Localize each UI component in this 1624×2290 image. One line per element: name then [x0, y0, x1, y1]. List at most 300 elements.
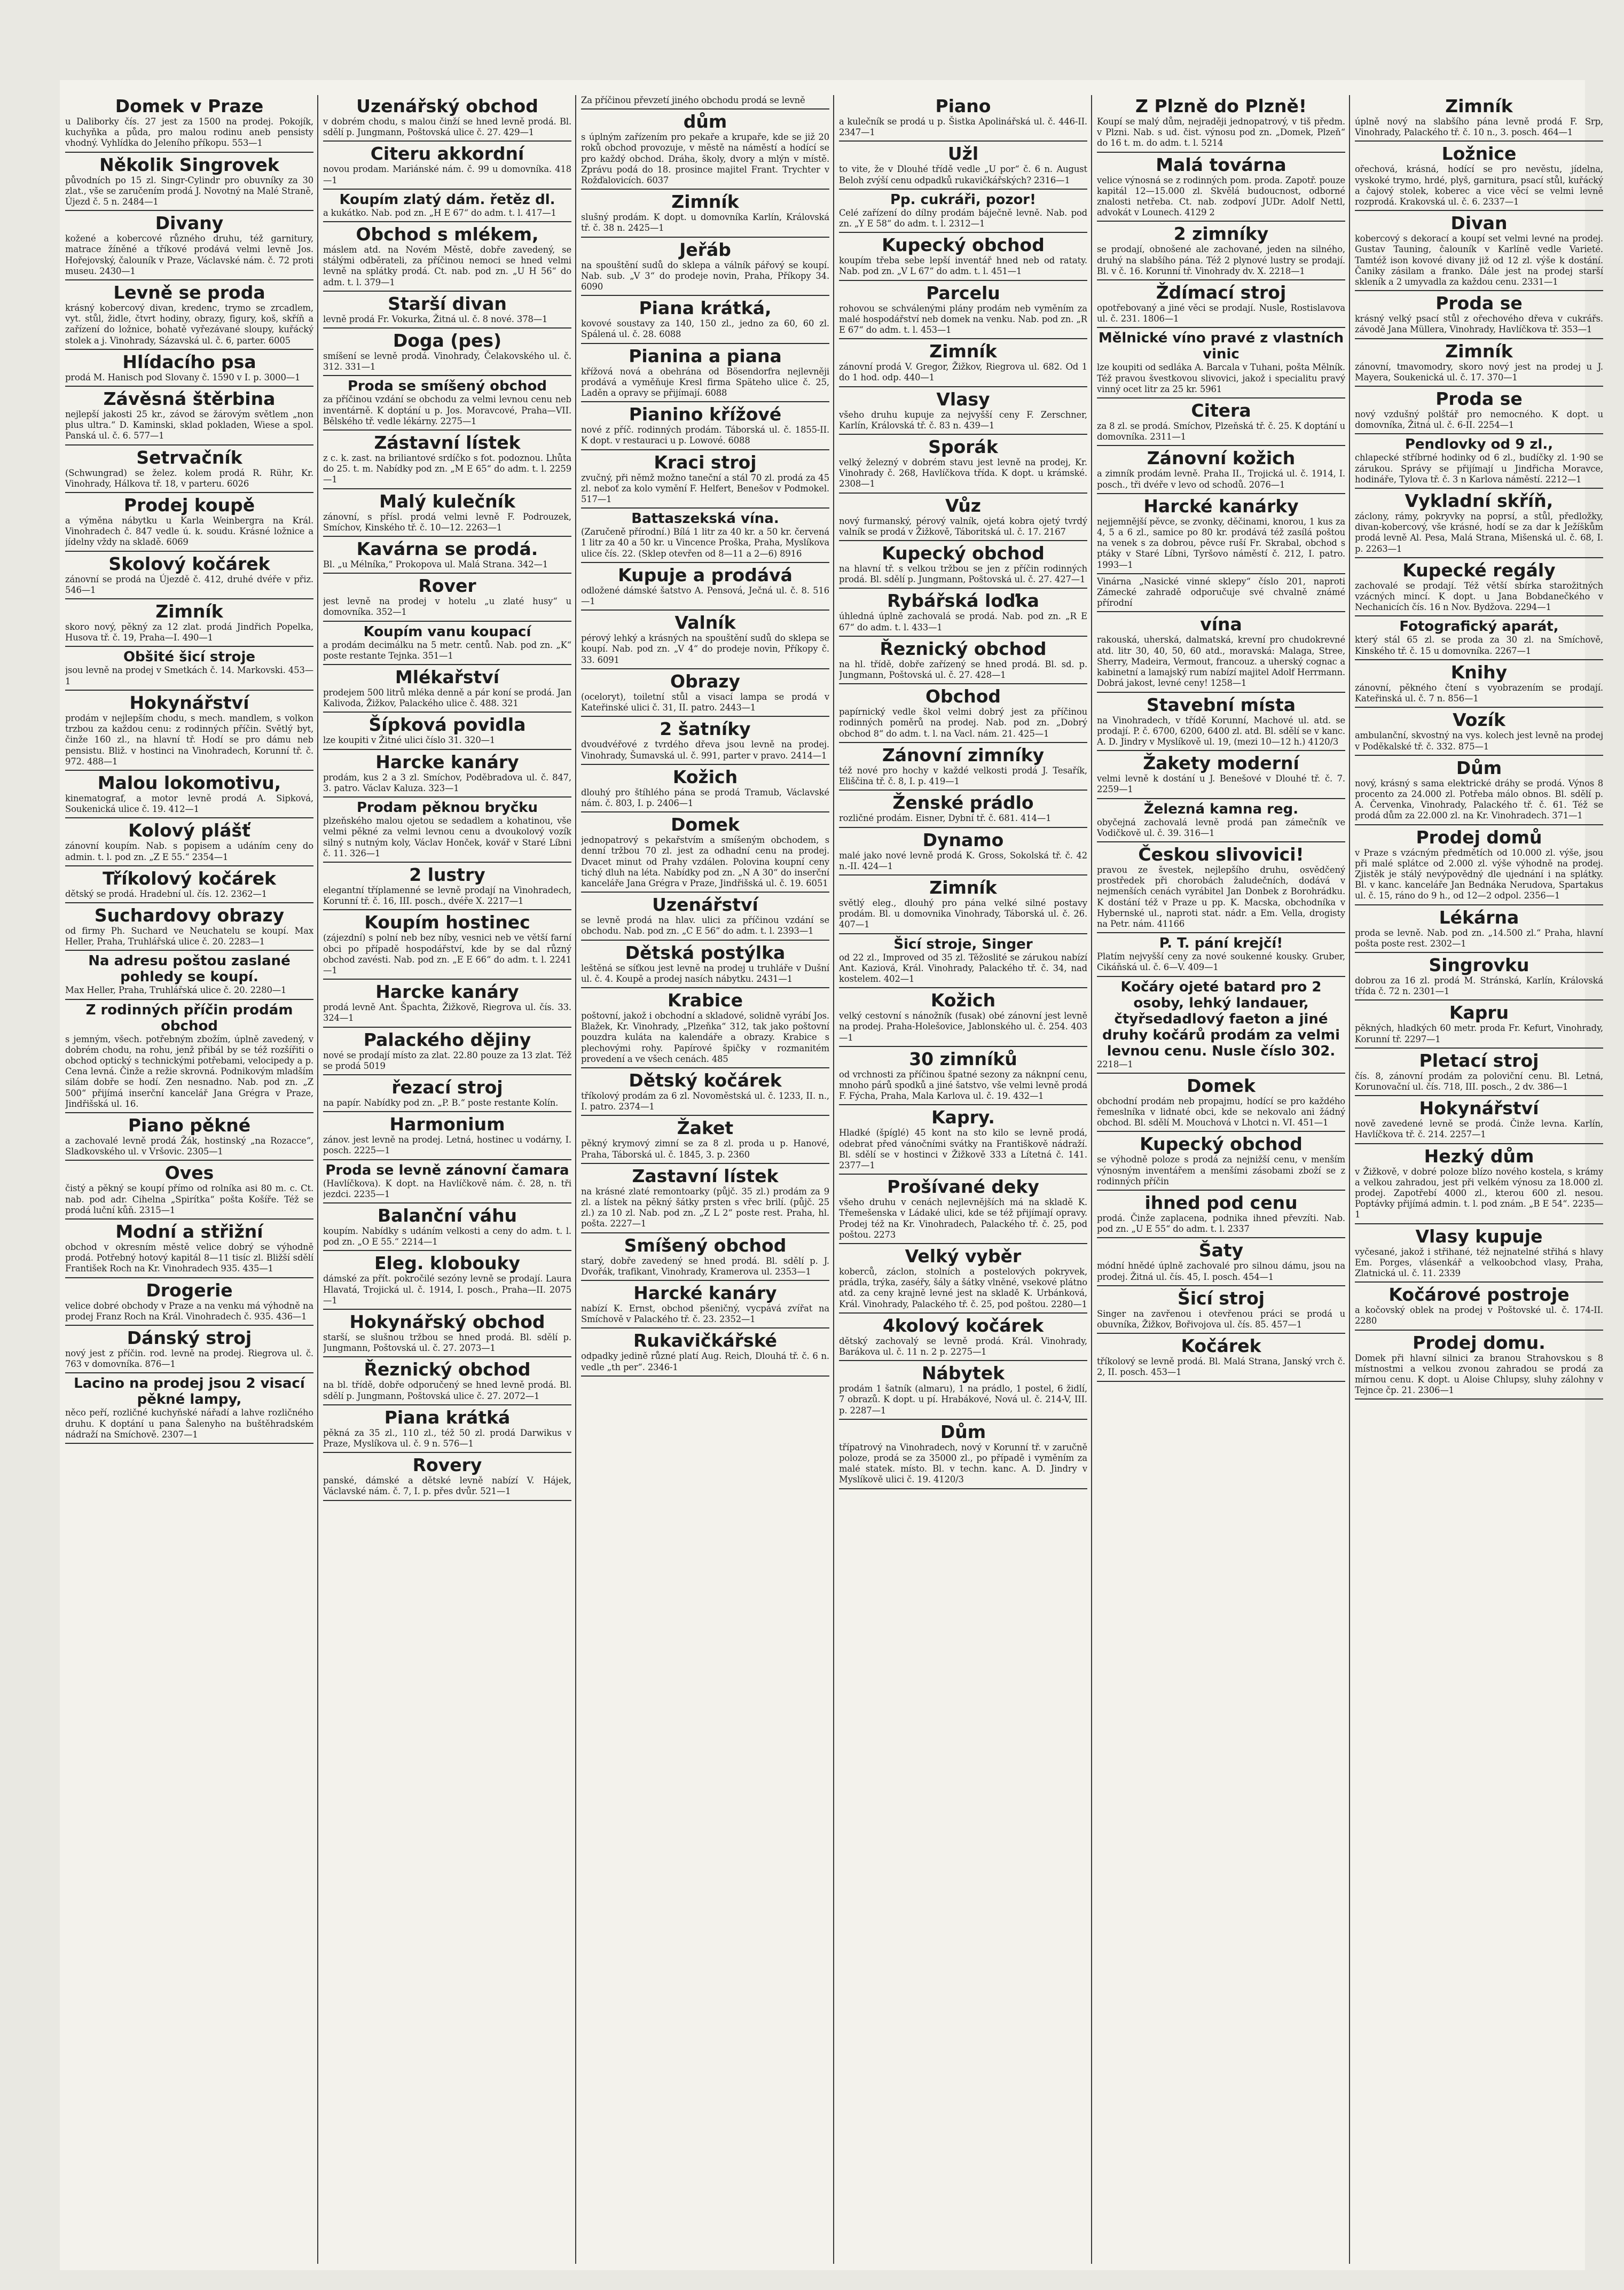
column-rule	[575, 95, 576, 2264]
ad-separator-rule	[65, 1372, 313, 1373]
column-rule	[833, 95, 834, 2264]
ad-body-text: (oceloryt), toiletní stůl a visací lampa se prodá v Kateřinské ulici č. 31, II. patro. 2443—1	[581, 691, 829, 713]
ad-headline: Koupím vanu koupací	[363, 623, 531, 640]
ad-body-text: koupím třeba sebe lepší inventář hned neb od rataty. Nab. pod zn. „V L 67“ do adm. t. l. 451—1	[839, 255, 1087, 277]
ad-body-text: skoro nový, pěkný za 12 zlat. prodá Jindřich Popelka, Husova tř. č. 19, Praha—I. 490—1	[65, 622, 313, 643]
classified-ad	[65, 869, 313, 900]
ad-column-5	[1097, 95, 1345, 2264]
ad-body-text: úhledná úplně zachovalá se prodá. Nab. pod zn. „R E 67“ do adm. t. l. 433—1	[839, 611, 1087, 632]
classified-ad	[839, 745, 1087, 787]
ad-separator-rule	[839, 338, 1087, 339]
ad-headline: Kapry.	[931, 1107, 995, 1128]
ad-separator-rule	[323, 189, 571, 190]
classified-ad	[323, 224, 571, 288]
ad-body-text: a zachovalé levně prodá Žák, hostinský „na Rozacce“, Sladkovského ul. v Vršovic. 2305—1	[65, 1135, 313, 1157]
ad-column-4	[839, 95, 1087, 2264]
classified-ad	[581, 565, 829, 607]
ad-separator-rule	[839, 742, 1087, 743]
ad-body-text: levně prodá Fr. Vokurka, Žitná ul. č. 8 nové. 378—1	[323, 314, 548, 324]
ad-separator-rule	[1097, 1381, 1345, 1382]
classified-ad	[1097, 155, 1345, 218]
classified-ad	[323, 576, 571, 618]
ad-body-text: se levně prodá na hlav. ulici za příčinou vzdání se obchodu. Nab. pod zn. „C E 56“ do adm. t. l. 2393—1	[581, 915, 829, 936]
ad-headline: Koupím zlatý dám. řetěz dl.	[339, 191, 555, 208]
ad-headline: Malý kulečník	[379, 490, 515, 512]
classified-ad	[581, 1331, 829, 1372]
ad-separator-rule	[323, 862, 571, 863]
ad-separator-rule	[1097, 445, 1345, 446]
ad-body-text: jednopatrový s pekařstvím a smíšeným obchodem, s denní tržbou 70 zl. jest za odhadní cenu na prodej. Dvacet minut od Prahy vzdálen. Polovina koupní ceny tichý dluh na léta. Nabídky pod zn. „N A 30“ do inserční kanceláře Jana Grégra v Praze, Jindřišská ul. č. 19. 6051	[581, 835, 829, 888]
classified-ad	[839, 1316, 1087, 1357]
classified-ad	[65, 905, 313, 947]
classified-ad	[65, 96, 313, 149]
ad-separator-rule	[1097, 692, 1345, 693]
ad-body-text: Max Heller, Praha, Truhlářská ulice č. 20. 2280—1	[65, 985, 287, 996]
classified-ad	[1355, 1285, 1603, 1326]
ad-separator-rule	[323, 488, 571, 489]
ad-body-text: módní hnědé úplně zachovalé pro silnou dámu, jsou na prodej. Žitná ul. čís. 45, I. posch. 454—1	[1097, 1261, 1345, 1282]
ad-body-text: zánovní se prodá na Újezdě č. 412, druhé dvéře v přiz. 546—1	[65, 574, 313, 595]
classified-ad	[1355, 1333, 1603, 1396]
ad-body-text: od firmy Ph. Suchard ve Neuchatelu se koupí. Max Heller, Praha, Truhlářská ulice č. 20. 2283—1	[65, 925, 313, 947]
ad-headline: Dánský stroj	[127, 1327, 252, 1348]
ad-headline: Obchod s mlékem,	[356, 224, 539, 245]
ad-body-text: na spouštění sudů do sklepa a válník pářový se koupí. Nab. sub. „V 3“ do prodeje novin, Praha, Příkopy 34. 6090	[581, 260, 829, 292]
ad-separator-rule	[1355, 1143, 1603, 1144]
ad-separator-rule	[581, 668, 829, 669]
classified-ad	[581, 192, 829, 233]
classified-ad	[323, 1114, 571, 1156]
ad-body-text: kinematograf, a motor levně prodá A. Sipková, Soukenická ulice č. 19. 412—1	[65, 793, 313, 815]
ad-headline: Dům	[940, 1421, 986, 1442]
ad-body-text: původních po 15 zl. Singr-Cylindr pro obuvníky za 30 zlat., vše se zaručením prodá J. Novotný na Malé Straně, Újezd č. 5 n. 2484—1	[65, 175, 313, 207]
ad-headline: Divany	[155, 213, 224, 234]
ad-body-text: kobercový s dekorací a koupí set velmi levné na prodej. Gustav Tauning, čalouník v Karlíně vedle Varieté. Tamtéž ison kovové divany již od 12 zl. výše k dostání. Čaniky zásilam a franko. Dále jest na prodej starší skleník a 2 umyvadla za každou cenu. 2331—1	[1355, 233, 1603, 287]
classified-ad	[323, 1408, 571, 1449]
ad-body-text: a zimník prodám levně. Praha II., Trojická ul. č. 1914, I. posch., tři dvéře v levo od schodů. 2076—1	[1097, 468, 1345, 490]
ad-body-text: poštovní, jakož i obchodní a skladové, solidně vyrábí Jos. Blažek, Kr. Vinohrady, „Plzeňka“ 312, tak jako poštovní pouzdra kuláta na kalendáře a obrazy. Krabice s plechovými rohy. Papírové špičky v rozmanitém provedení a ve všech cenách. 485	[581, 1010, 829, 1064]
ad-body-text: vyčesané, jakož i střihané, též nejnatelné střihá s hlavy Em. Porges, vlásenkář a velkoobchod vlasy, Praha, Zlatnická ul. č. 11. 2339	[1355, 1246, 1603, 1278]
ad-body-text: něco peří, rozličné kuchyňské nářadí a lahve rozličného druhu. K doptání u pana Šalenyho na buštěhradském nádraží na Smíchově. 2307—1	[65, 1408, 313, 1440]
ad-separator-rule	[839, 434, 1087, 435]
ad-headline: Závěsná štěrbina	[103, 388, 276, 410]
ad-body-text: odložené dámské šatstvo A. Pensová, Ječná ul. č. 8. 516—1	[581, 585, 829, 607]
classified-ad	[65, 1280, 313, 1322]
classified-ad	[581, 613, 829, 666]
classified-ad	[65, 820, 313, 862]
ad-body-text: nově zavedené levně se prodá. Činže levna. Karlín, Havlíčkova tř. č. 214. 2257—1	[1355, 1119, 1603, 1140]
ad-headline: Dětský kočárek	[629, 1069, 782, 1091]
ad-separator-rule	[581, 1067, 829, 1068]
ad-body-text: křížová nová a obehrána od Bösendorfra nejlevněji prodává a vyměňuje Kresl firma Späteho ulice č. 25, Laděn a opravy se přijímají. 6088	[581, 366, 829, 398]
classified-ad	[65, 1163, 313, 1216]
ad-separator-rule	[323, 979, 571, 980]
ad-body-text: Domek při hlavní silnici za branou Strahovskou s 8 místnostmi a velkou zvonou zahradou se prodá za mírnou cenu. K dopt. u Aloise Chlupsy, sluhy zálohny v Tejnce čp. 21. 2306—1	[1355, 1353, 1603, 1396]
ad-separator-rule	[581, 609, 829, 611]
classified-ad	[323, 1162, 571, 1200]
ad-separator-rule	[839, 140, 1087, 142]
ad-headline: Proda se levně zánovní čamara	[325, 1162, 569, 1178]
ad-body-text: prodá. Činže zaplacena, podnika ihned převzíti. Nab. pod zn. „U E 55“ do adm. t. l. 2337	[1097, 1213, 1345, 1234]
ad-body-text: tříkolový prodám za 6 zl. Novoměstská ul. č. 1233, II. n., I. patro. 2374—1	[581, 1090, 829, 1112]
ad-headline: Malá továrna	[1156, 154, 1286, 175]
classified-ad	[65, 1328, 313, 1370]
ad-body-text: čís. 8, zánovní prodám za poloviční cenu. Bl. Letná, Korunovační ul. čís. 718, III. posch., 2 dv. 386—1	[1355, 1070, 1603, 1092]
classified-ad	[839, 389, 1087, 431]
ad-body-text: pěkná za 35 zl., 110 zl., též 50 zl. prodá Darwikus v Praze, Myslíkova ul. č. 9 n. 576—1	[323, 1427, 571, 1449]
ad-headline: Kupuje a prodává	[618, 564, 793, 585]
ad-body-text: (Havlíčkova). K dopt. na Havlíčkově nám. č. 28, n. tři jezdci. 2235—1	[323, 1178, 571, 1199]
ad-headline: 4kolový kočárek	[882, 1315, 1044, 1336]
ad-separator-rule	[323, 327, 571, 329]
classified-ad	[323, 539, 571, 570]
ad-headline: Piana krátká	[384, 1406, 511, 1428]
ad-headline: Rovery	[412, 1455, 482, 1476]
classified-ad	[839, 96, 1087, 138]
ad-separator-rule	[1097, 611, 1345, 612]
classified-ad	[839, 1177, 1087, 1240]
ad-body-text: zánov. jest levně na prodej. Letná, hostinec u vodárny, I. posch. 2225—1	[323, 1135, 571, 1156]
ad-headline: Mlékařství	[395, 667, 500, 688]
ad-headline: Stavební místa	[1146, 694, 1296, 715]
ad-separator-rule	[323, 1250, 571, 1251]
ad-headline: Zimník	[929, 877, 997, 898]
classified-ad	[839, 437, 1087, 490]
ad-separator-rule	[581, 295, 829, 296]
classified-ad	[581, 719, 829, 761]
ad-separator-rule	[581, 507, 829, 509]
ad-separator-rule	[65, 950, 313, 951]
ad-headline: Zánovní zimníky	[882, 744, 1045, 765]
ad-body-text: Hladké (špíglé) 45 kont na sto kilo se levně prodá, odebrat před vánočními svátky na Františkově nádraží. Bl. sdělí se v hostinci v Žižkově 333 a Lítetná č. 141. 2377—1	[839, 1128, 1087, 1170]
ad-separator-rule	[1355, 338, 1603, 339]
ad-separator-rule	[581, 892, 829, 893]
ad-headline: Kočáry ojeté batard pro 2 osoby, lehký landauer, čtyřsedadlový faeton a jiné druhy kočárů prodám za velmi levnou cenu. Nusle číslo 302.	[1102, 979, 1340, 1059]
ad-separator-rule	[65, 279, 313, 280]
ad-separator-rule	[581, 1327, 829, 1328]
ad-body-text: zachovalé se prodají. Též větší sbírka starožitných vzácných mincí. K dopt. u Jana Bobdanečkého v Nechanicích čís. 16 n Nov. Bydžova. 2294—1	[1355, 580, 1603, 613]
ad-separator-rule	[1355, 488, 1603, 489]
ad-headline: Rukavičkářské	[633, 1330, 778, 1351]
ad-headline: Lacino na prodej jsou 2 visací pěkné lampy,	[74, 1375, 305, 1408]
ad-headline: Suchardovy obrazy	[94, 904, 285, 926]
ad-headline: Kupecký obchod	[1140, 1134, 1303, 1155]
ad-body-text: nejlepší jakosti 25 kr., závod se žárovým světlem „non plus ultra.“ D. Kaminski, sklad pokladen, Wiese a spol. Panská ul. č. 6. 577—1	[65, 409, 313, 441]
ad-headline: Kožich	[672, 766, 738, 787]
ad-headline: Skolový kočárek	[108, 553, 270, 574]
ad-body-text: obyčejná zachovalá levně prodá pan zámečník ve Vodičkově ul. č. 39. 316—1	[1097, 817, 1345, 838]
ad-body-text: který stál 65 zl. se proda za 30 zl. na Smíchově, Kinského tř. č. 15 u domovníka. 2267—1	[1355, 635, 1603, 656]
ad-headline: Vykladní skříň,	[1405, 490, 1554, 512]
ad-body-text: rakouská, uherská, dalmatská, krevní pro chudokrevné atd. litr 30, 40, 50, 60 atd., moravská: Malaga, Stree, Sherry, Madeira, Vermout, francouz. a uherský cognac a kabinetní a lamajský rum nabízí majitel Adolf Herrmann. Dobrá jakost, levné ceny! 1258—1	[1097, 635, 1345, 689]
ad-headline: Hokynářství	[1419, 1098, 1539, 1119]
ad-separator-rule	[1097, 493, 1345, 494]
column-rule	[1349, 95, 1350, 2264]
classified-ad	[1097, 1288, 1345, 1330]
ad-body-text: na papír. Nabídky pod zn. „P. B.“ poste restante Kolín.	[323, 1097, 559, 1108]
ad-body-text: (Schwungrad) se želez. kolem prodá R. Rühr, Kr. Vinohrady, Hálkova tř. 18, v parteru. 6026	[65, 467, 313, 489]
ad-headline: Vlasy	[936, 388, 990, 410]
ad-headline: Starší divan	[388, 293, 507, 314]
classified-ad	[839, 793, 1087, 824]
ad-body-text: nový jest z příčin. rod. levně na prodej. Riegrova ul. č. 763 v domovníka. 876—1	[65, 1348, 313, 1370]
ad-body-text: nový furmanský, pérový valník, ojetá kobra ojetý tvrdý valník se prodá v Žižkově, Táboritská ul. č. 17. 2167	[839, 515, 1087, 537]
ad-body-text: panské, dámské a dětské levně nabízí V. Hájek, Václavské nám. č. 7, I. p. přes dvůr. 521—1	[323, 1475, 571, 1497]
ad-body-text: nové z příč. rodinných prodám. Táborská ul. č. 1855-II. K dopt. v restauraci u p. Lowové. 6088	[581, 425, 829, 446]
ad-body-text: zánovní, tmavomodry, skoro nový jest na prodej u J. Mayera, Soukenická ul. č. 17. 370—1	[1355, 361, 1603, 382]
ad-headline: Parcelu	[926, 282, 1000, 303]
ad-separator-rule	[839, 232, 1087, 233]
classified-ad	[65, 1115, 313, 1157]
ad-body-text: kožené a kobercové různého druhu, též garnitury, matrace žíněné a tříkové prodává velmi levně Jos. Hořejovský, čalouník v Praze, Václavské nám. č. 72 proti museu. 2430—1	[65, 233, 313, 276]
ad-separator-rule	[1355, 904, 1603, 905]
ad-separator-rule	[1097, 976, 1345, 977]
ad-headline: Lékárna	[1439, 906, 1519, 928]
ad-body-text: úplně nový na slabšího pána levně prodá F. Srp, Vinohrady, Palackého tř. č. 10 n., 3. posch. 464—1	[1355, 116, 1603, 138]
ad-body-text: obchodní prodám neb propajmu, hodící se pro každého řemeslníka v lidnaté obci, kde se nekovalo ani žádný obchod. Bl. sdělí M. Mouchová v Lhotci n. VI. 451—1	[1097, 1096, 1345, 1128]
classified-ad	[839, 1422, 1087, 1486]
classified-ad	[1097, 935, 1345, 973]
classified-ad	[839, 990, 1087, 1043]
ad-separator-rule	[1097, 1237, 1345, 1238]
ad-headline: Rybářská loďka	[887, 590, 1039, 612]
ad-separator-rule	[1097, 750, 1345, 751]
ad-body-text: nový vzdušný polštář pro nemocného. K dopt. u domovníka, Žitná ul. č. 6-II. 2254—1	[1355, 409, 1603, 431]
ad-separator-rule	[581, 562, 829, 563]
ad-separator-rule	[839, 493, 1087, 494]
ad-body-text: slušný prodám. K dopt. u domovníka Karlín, Královská tř. č. 38 n. 2425—1	[581, 212, 829, 233]
ad-body-text: prodá M. Hanisch pod Slovany č. 1590 v I. p. 3000—1	[65, 372, 301, 382]
ad-separator-rule	[1097, 1131, 1345, 1132]
classified-ad	[323, 624, 571, 661]
ad-separator-rule	[323, 712, 571, 713]
classified-ad	[839, 830, 1087, 872]
classified-ad	[1355, 560, 1603, 613]
ad-body-text: na krásné zlaté remontoarky (půjč. 35 zl.) prodám za 9 zl. a lístek na pěkný šátky prsten s vřec brilí. (půjč. 25 zl.) za 10 zl. Nab. pod zn. „Z L 2“ poste rest. Praha, hl. pošta. 2227—1	[581, 1186, 829, 1229]
ad-headline: Palackého dějiny	[363, 1029, 531, 1050]
ad-headline: Proda se	[1435, 388, 1523, 410]
ad-separator-rule	[581, 1375, 829, 1377]
ad-headline: Kraci stroj	[654, 451, 757, 473]
ad-separator-rule	[581, 1232, 829, 1233]
ad-body-text: lze koupiti v Žitné ulici číslo 31. 320—1	[323, 735, 496, 746]
classified-ad	[323, 912, 571, 976]
ad-separator-rule	[1097, 932, 1345, 933]
ad-body-text: zánovní koupím. Nab. s popisem a udáním ceny do admin. t. l. pod zn. „Z E 55.“ 2354—1	[65, 841, 313, 862]
ad-separator-rule	[323, 1202, 571, 1203]
classified-ad	[839, 235, 1087, 277]
classified-ad	[323, 192, 571, 218]
ad-headline: Doga (pes)	[393, 330, 502, 351]
ad-separator-rule	[839, 636, 1087, 637]
ad-separator-rule	[65, 646, 313, 647]
ad-headline: vína	[1200, 614, 1242, 635]
ad-body-text: všeho druhu kupuje za nejvyšší ceny F. Zerschner, Karlín, Královská tř. č. 83 n. 439—1	[839, 409, 1087, 431]
classified-ad	[323, 1206, 571, 1247]
ad-separator-rule	[1355, 952, 1603, 953]
classified-ad	[581, 1236, 829, 1277]
ad-body-text: světlý eleg., dlouhý pro pána velké silné postavy prodám. Bl. u domovnika Vinohrady, Táborská ul. č. 26. 407—1	[839, 897, 1087, 930]
ad-body-text: starý, dobře zavedený se hned prodá. Bl. sdělí p. J. Dvořák, trafikant, Vinohrady, Kramerova ul. 2353—1	[581, 1255, 829, 1277]
classified-ad	[65, 448, 313, 489]
ad-body-text: Platím nejvyšší ceny za nové soukenné kousky. Gruber, Cikáňská ul. č. 6—V. 409—1	[1097, 951, 1345, 973]
classified-ad	[65, 1375, 313, 1440]
classified-ad	[581, 298, 829, 340]
ad-separator-rule	[323, 221, 571, 222]
classified-ad	[1355, 619, 1603, 656]
ad-headline: Proda se	[1435, 293, 1523, 314]
ad-headline: Pianino křížové	[629, 404, 782, 425]
ad-headline: Prošívané deky	[887, 1176, 1039, 1198]
ad-separator-rule	[1097, 798, 1345, 799]
ad-separator-rule	[323, 1309, 571, 1310]
ad-headline: Zimník	[1445, 96, 1513, 116]
ad-separator-rule	[839, 1360, 1087, 1361]
ad-body-text: (Zaručeně přírodní.) Bílá 1 litr za 40 kr. a 50 kr. červená 1 litr za 40 a 50 kr. u Vincence Proška, Praha, Myslíkova ulice čís. 22. (Sklep otevřen od 8—11 a 2—6) 8916	[581, 527, 829, 559]
ad-headline: Z rodinných příčin prodám obchod	[85, 1002, 293, 1034]
ad-body-text: ořechová, krásná, hodící se pro nevěstu, jídelna, vyskoké trymo, hrdé, plyš, garnitura, psací stůl, kuřácký a čajový stolek, koberec a vice věcí se velmi levně rozprodá. Krakovská ul. č. 6. 2337—1	[1355, 164, 1603, 207]
ad-separator-rule	[1355, 1398, 1603, 1400]
ad-headline: Oves	[164, 1162, 214, 1184]
ad-headline: Šicí stroj	[1177, 1287, 1265, 1309]
ad-body-text: papírnický vedle škol velmi dobrý jest za příčinou rodinných poměrů na prodej. Nab. pod zn. „Dobrý obchod 8“ do adm. t. l. na Vacl. nám. 21. 425—1	[839, 707, 1087, 739]
ad-body-text: (zájezdní) s polní neb bez níby, vesnici neb ve větší farní obci po případě hospodářství, kde by se dal různý obchod zavésti. Nab. pod zn. „E E 66“ do adm. t. l. 2241—1	[323, 933, 571, 975]
classified-ad	[323, 715, 571, 746]
ad-separator-rule	[1355, 557, 1603, 558]
ad-headline: řezací stroj	[391, 1076, 503, 1098]
classified-ad	[65, 495, 313, 548]
ad-separator-rule	[839, 827, 1087, 828]
ad-body-text: obchod v okresním městě velice dobrý se výhodně prodá. Potřebný hotový kapitál 8—11 tisíc zl. Bližší sdělí František Roch na Kr. Vinohradech 935. 435—1	[65, 1241, 313, 1274]
ad-separator-rule	[323, 621, 571, 622]
ad-separator-rule	[1355, 824, 1603, 825]
ad-separator-rule	[581, 237, 829, 238]
ad-separator-rule	[65, 444, 313, 446]
ad-body-text: a kočovský oblek na prodej v Poštovské ul. č. 174-II. 2280	[1355, 1305, 1603, 1326]
classified-ad	[1355, 436, 1603, 485]
classified-ad	[1097, 1240, 1345, 1282]
ad-headline: Harcke kanáry	[375, 751, 519, 772]
classified-ad	[1355, 908, 1603, 949]
ad-body-text: a kukátko. Nab. pod zn. „H E 67“ do adm. t. l. 417—1	[323, 207, 556, 218]
ad-body-text: z c. k. zast. na briliantové srdíčko s fot. podoznou. Lhůta do 25. t. m. Nabídky pod zn. „M E 65“ do adm. t. l. 2259—1	[323, 453, 571, 485]
ad-body-text: na hl. třídě, dobře zařízený se hned prodá. Bl. sd. p. Jungmann, Poštovská ul. č. 27. 428—1	[839, 659, 1087, 681]
classified-ad	[581, 240, 829, 293]
column-rule	[317, 95, 318, 2264]
ad-separator-rule	[323, 1356, 571, 1357]
ad-headline: Sporák	[928, 436, 998, 458]
classified-ad	[839, 639, 1087, 681]
ad-separator-rule	[65, 999, 313, 1000]
ad-body-text: starší, se slušnou tržbou se hned prodá. Bl. sdělí p. Jungmann, Poštovská ul. č. 27. 2073—1	[323, 1332, 571, 1354]
ad-separator-rule	[839, 1046, 1087, 1047]
ad-separator-rule	[65, 1112, 313, 1113]
ad-headline: Zastavní lístek	[632, 1165, 779, 1186]
ad-headline: Zástavní lístek	[374, 432, 521, 454]
ad-body-text: máslem atd. na Novém Městě, dobře zavedený, se stálými odběrateli, za příčinou nemoci se hned velmi levně na splátky prodá. Ct. nab. pod zn. „U H 56“ do adm. t. l. 379—1	[323, 245, 571, 287]
classified-ad	[1097, 1336, 1345, 1378]
classified-ad	[839, 878, 1087, 931]
ad-headline: Pianina a piana	[629, 345, 782, 366]
ad-headline: Na adresu poštou zaslané pohledy se koupí.	[88, 953, 291, 986]
ad-headline: Hokynářský obchod	[349, 1311, 545, 1332]
classified-ad	[1355, 1098, 1603, 1140]
ad-body-text: v Praze s vzácným předmětích od 10.000 zl. výše, jsou při malé splátce od 2.000 zl. výše výhodně na prodej. Zjistěk je stálý nevýpovědný dle ujednání i na splátky. Bl. v kanc. kanceláře Jan Bednáka Nerudova, Spartakus ul. č. 15, ráno do 9 h., od 12—2 odpol. 2356—1	[1355, 847, 1603, 901]
ad-separator-rule	[323, 1500, 571, 1501]
ad-body-text: od vrchnosti za příčinou špatné sezony za náknpní cenu, mnoho párů spodků a jiné šatstvo, vše velmi levně prodá F. Fýcha, Praha, Mala Karlova ul. č. 19. 432—1	[839, 1069, 1087, 1101]
classified-ad	[1355, 827, 1603, 902]
classified-ad	[1097, 845, 1345, 929]
ad-body-text: jest levně na prodej v hotelu „u zlaté husy“ u domovníka. 352—1	[323, 596, 571, 618]
ad-separator-rule	[581, 987, 829, 988]
ad-headline: Nábytek	[921, 1363, 1005, 1384]
classified-ad	[581, 1070, 829, 1112]
ad-headline: Řeznický obchod	[880, 638, 1047, 659]
ad-headline: Obchod	[925, 686, 1001, 707]
ad-separator-rule	[1355, 140, 1603, 142]
ad-headline: Obrazy	[670, 670, 740, 692]
classified-ad	[1355, 144, 1603, 207]
ad-separator-rule	[65, 551, 313, 552]
ad-body-text: od 22 zl., Improved od 35 zl. Těžoslité se zárukou nabízí Ant. Kaziová, Král. Vinohrady, Palackého tř. č. 34, nad kostelem. 402—1	[839, 952, 1087, 984]
ad-headline: Piano pěkné	[128, 1114, 251, 1136]
ad-headline: Malou lokomotivu,	[97, 772, 281, 793]
ad-separator-rule	[65, 902, 313, 903]
ad-separator-rule	[1097, 841, 1345, 842]
ad-separator-rule	[839, 987, 1087, 988]
ad-headline: Vozík	[1453, 709, 1505, 731]
ad-body-text: elegantní tříplamenné se levně prodají na Vinohradech, Korunní tř. č. 16, III. posch., dvéře X. 2217—1	[323, 885, 571, 906]
ad-separator-rule	[581, 811, 829, 812]
ad-separator-rule	[323, 909, 571, 910]
ad-separator-rule	[1097, 1190, 1345, 1191]
classified-ad	[65, 213, 313, 277]
ad-headline: Smíšený obchod	[624, 1234, 787, 1256]
ad-body-text: na hlavní tř. s velkou tržbou se jen z příčin rodinných prodá. Bl. sdělí p. Jungmann, Poštovská ul. č. 27. 427—1	[839, 564, 1087, 585]
ad-headline: Eleg. klobouky	[374, 1253, 521, 1274]
ad-separator-rule	[1355, 433, 1603, 434]
classified-ad	[1097, 576, 1345, 609]
classified-ad	[1097, 1134, 1345, 1187]
ad-separator-rule	[65, 598, 313, 599]
ad-headline: Hlídacího psa	[122, 351, 256, 372]
ad-separator-rule	[839, 1174, 1087, 1175]
ad-separator-rule	[839, 1243, 1087, 1244]
ad-body-text: Singer na zavřenou i otevřenou práci se prodá u obuvníka, Žižkov, Bořivojova ul. čís. 85. 457—1	[1097, 1308, 1345, 1330]
classified-ad	[1355, 96, 1603, 138]
ad-headline: Prodej domů	[1416, 826, 1542, 848]
ad-headline: Kočárek	[1181, 1335, 1261, 1357]
classified-ad	[839, 1049, 1087, 1102]
ad-separator-rule	[65, 817, 313, 818]
ad-body-text: nejjemnější pěvce, se zvonky, děčinami, knorou, 1 kus za 4, 5 a 6 zl., samice po 80 kr. prodává též zasílá poštou na venek s za dobrou, pěvce ruší Fr. Skrabal, obchod s ptáky v Staré Líbni, Tyršovo náměstí č. 212, I. patro. 1993—1	[1097, 516, 1345, 570]
ad-separator-rule	[323, 796, 571, 798]
ad-separator-rule	[1355, 1048, 1603, 1049]
ad-column-2	[323, 95, 571, 2264]
ad-body-text: a kulečník se prodá u p. Šistka Apolinářská ul. č. 446-II. 2347—1	[839, 116, 1087, 138]
ad-separator-rule	[1097, 152, 1345, 153]
ad-separator-rule	[1355, 1281, 1603, 1283]
ad-body-text: pravou ze švestek, nejlepšího druhu, osvědčený prostředek při chorobách žaludečních, dodává v nejmenších cenách vyrábitel Jan Donbek z Borohrádku. K dostání též v Praze u pp. K. Macska, obchodníka v Hybernské ul., naproti stat. nádr. a Em. Vella, drogisty na Petr. nám. 41166	[1097, 864, 1345, 929]
ad-headline: Valník	[674, 612, 736, 634]
classified-ad	[323, 491, 571, 533]
ad-body-text: plzeňského malou ojetou se sedadlem a kohatinou, vše velmi pěkné za velmi levnou cenu a dvoukolový vozík silný s nutným koly, Václav Honček, kovář v Staré Líbni č. 11. 326—1	[323, 816, 571, 858]
ad-separator-rule	[1355, 1223, 1603, 1224]
ad-headline: Jeřáb	[679, 239, 731, 260]
ad-body-text: dlouhý pro štíhlého pána se prodá Tramub, Václavské nám. č. 803, I. p. 2406—1	[581, 787, 829, 808]
ad-body-text: nové se prodají místo za zlat. 22.80 pouze za 13 zlat. Též se prodá 5019	[323, 1050, 571, 1071]
ad-separator-rule	[581, 1280, 829, 1281]
